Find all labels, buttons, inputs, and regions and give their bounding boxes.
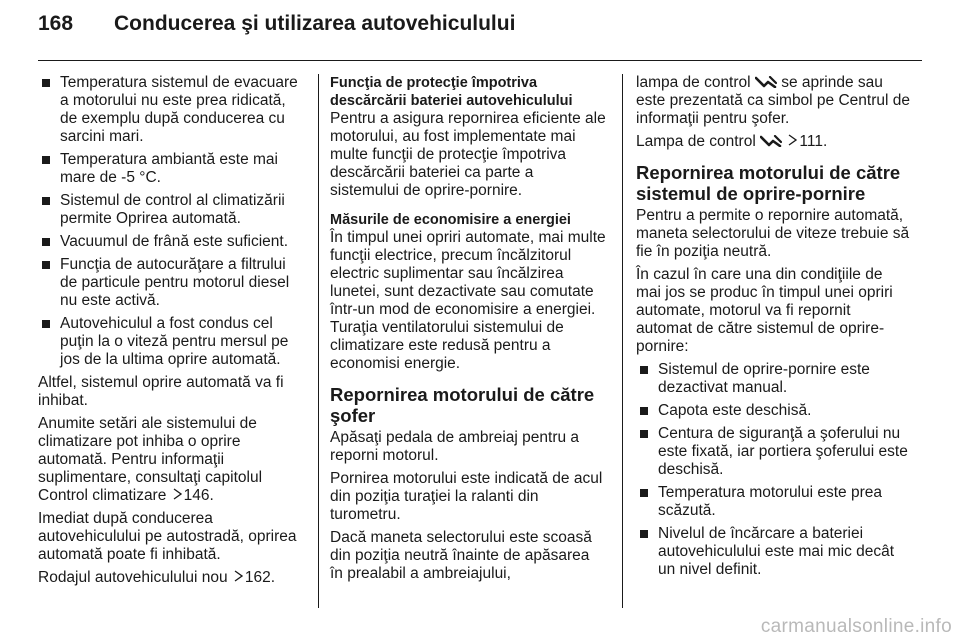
column-2 <box>330 74 606 588</box>
column-divider-2 <box>622 74 623 608</box>
bullet-square-icon <box>42 156 50 164</box>
paragraph-control-lamp: lampa de control se aprinde sau este prezentată ca simbol pe Centrul de informaţii pentru şofer. <box>636 74 910 127</box>
section-heading-system-restart: Repornirea motorului de către sistemul de oprire-pornire <box>636 162 901 204</box>
page-title: Conducerea şi utilizarea autovehiculului <box>114 12 516 35</box>
paragraph: Imediat după conducerea autovehiculului pe autostradă, oprirea automată poate fi inhibată. <box>38 510 297 563</box>
bullet-square-icon <box>42 320 50 328</box>
list-item: Sistemul de oprire-pornire este dezactivat manual. <box>636 361 910 397</box>
bullet-square-icon <box>42 238 50 246</box>
page-link[interactable]: 162. <box>244 569 276 586</box>
page-reference-arrow-icon <box>788 133 797 151</box>
list-item: Nivelul de încărcare a bateriei autovehiculului este mai mic decât un nivel definit. <box>636 525 910 579</box>
paragraph: Pornirea motorului este indicată de acul din poziţia turaţiei la ralanti din turometru. <box>330 470 603 523</box>
paragraph: Altfel, sistemul oprire automată va fi inhibat. <box>38 374 284 409</box>
paragraph: Dacă maneta selectorului este scoasă din poziţia neutră înainte de apăsarea în prealabil a ambreiajului, <box>330 529 592 582</box>
list-item: Sistemul de control al climatizării permite Oprirea automată. <box>38 192 306 228</box>
paragraph-control-lamp-ref: Lampa de control 111. <box>636 133 828 150</box>
list-item: Temperatura motorului este prea scăzută. <box>636 484 910 520</box>
paragraph: Apăsaţi pedala de ambreiaj pentru a reporni motorul. <box>330 429 580 464</box>
list-item: Funcţia de autocurăţare a filtrului de particule pentru motorul diesel nu este activă. <box>38 256 306 310</box>
subheading-battery-protection: Funcţia de protecţie împotriva descărcării bateriei autovehiculului <box>330 75 573 109</box>
bullet-square-icon <box>640 489 648 497</box>
page-number: 168 <box>38 12 74 35</box>
page-link[interactable]: 111. <box>799 133 828 150</box>
list-item: Autovehiculul a fost condus cel puţin la o viteză pentru mersul pe jos de la ultima oprire automată. <box>38 315 306 369</box>
page-header <box>38 12 922 36</box>
bullet-square-icon <box>42 79 50 87</box>
column-3 <box>636 74 910 584</box>
subheading-energy-saving: Măsurile de economisire a energiei <box>330 212 571 228</box>
paragraph-climate-ref: Anumite setări ale sistemului de climatizare pot inhiba o oprire automată. Pentru informaţii suplimentare, consultaţi capitolul Control climatizare 146. <box>38 415 263 504</box>
paragraph: Pentru a asigura repornirea eficiente ale motorului, au fost implementate mai multe funcţii de protecţie împotriva descărcării bateriei ca parte a sistemului de oprire-pornire. <box>330 110 606 199</box>
list-item: Capota este deschisă. <box>636 402 910 420</box>
page-reference-arrow-icon <box>234 569 243 587</box>
bullet-square-icon <box>42 261 50 269</box>
paragraph: În cazul în care una din condiţiile de mai jos se produc în timpul unei opriri automate, motorul va fi repornit automat de către sistemul de oprire-pornire: <box>636 266 893 355</box>
list-item: Temperatura ambiantă este mai mare de -5 °C. <box>38 151 306 187</box>
list-item: Vacuumul de frână este suficient. <box>38 233 306 251</box>
list-item: Temperatura sistemul de evacuare a motorului nu este prea ridicată, de exemplu după conducerea cu sarcini mari. <box>38 74 306 146</box>
section-heading-driver-restart: Repornirea motorului de către şofer <box>330 384 595 426</box>
stop-start-control-lamp-icon <box>760 134 782 146</box>
bullet-square-icon <box>640 407 648 415</box>
auto-stop-conditions-list <box>38 74 306 369</box>
stop-start-control-lamp-icon <box>755 75 777 87</box>
page-link[interactable]: 146. <box>183 487 214 504</box>
paragraph-running-in-ref: Rodajul autovehiculului nou 162. <box>38 569 276 586</box>
column-divider-1 <box>318 74 319 608</box>
paragraph: Pentru a permite o repornire automată, maneta selectorului de viteze trebuie să fie în poziţia neutră. <box>636 207 910 260</box>
site-watermark: carmanualsonline.info <box>760 616 952 637</box>
bullet-square-icon <box>640 430 648 438</box>
auto-restart-conditions-list <box>636 361 910 579</box>
bullet-square-icon <box>42 197 50 205</box>
header-rule <box>38 60 922 61</box>
bullet-square-icon <box>640 366 648 374</box>
bullet-square-icon <box>640 530 648 538</box>
paragraph: În timpul unei opriri automate, mai multe funcţii electrice, precum încălzitorul electric suplimentar sau încălzirea lunetei, sunt dezactivate sau comutate într-un mod de economisire a energiei. Turaţia ventilatorului sistemului de climatizare este redusă pentru a economisi energie. <box>330 229 606 372</box>
page-reference-arrow-icon <box>173 487 182 505</box>
column-1 <box>38 74 306 592</box>
list-item: Centura de siguranţă a şoferului nu este fixată, iar portiera şoferului este deschisă. <box>636 425 910 479</box>
